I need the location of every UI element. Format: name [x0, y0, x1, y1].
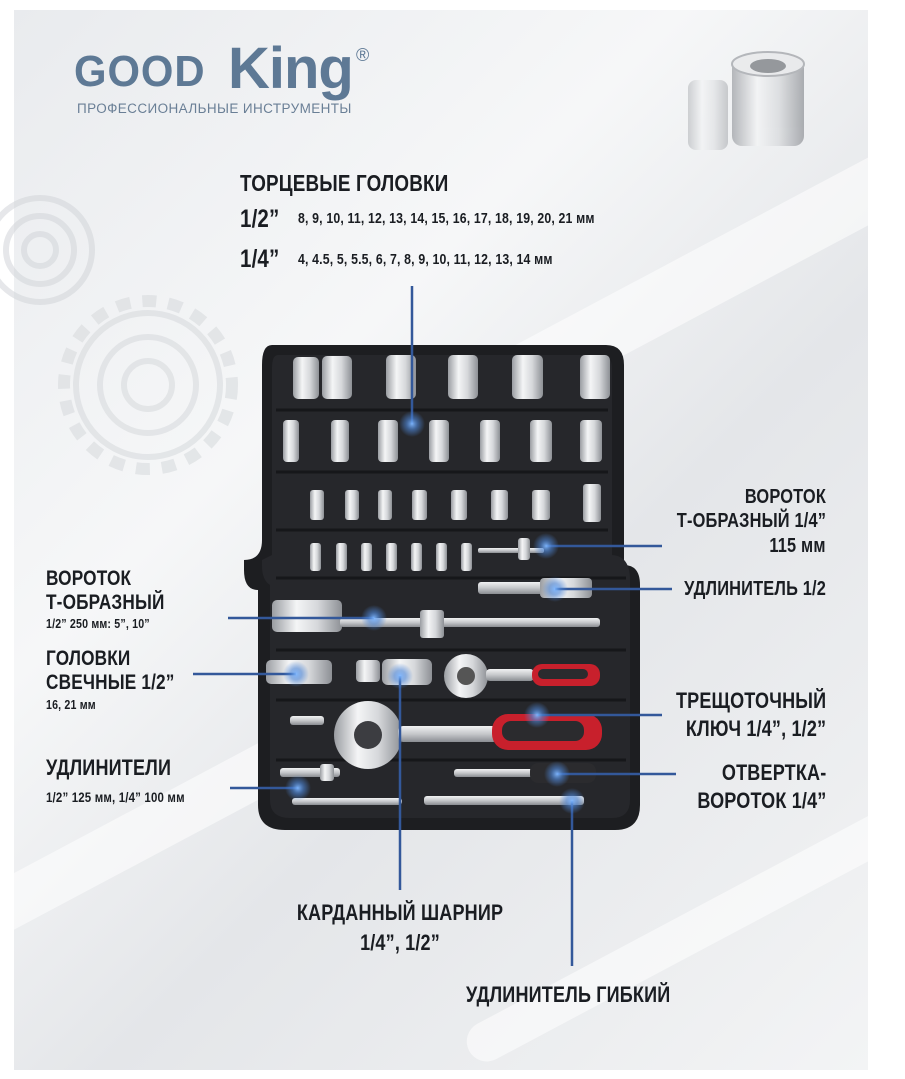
label-line: 1/2” 125 мм, 1/4” 100 мм — [46, 789, 185, 805]
label-extension-half: УДЛИНИТЕЛЬ 1/2 — [684, 578, 826, 600]
logo-king-text: King — [228, 36, 353, 101]
socket-decoration-icon — [688, 52, 804, 150]
label-line: Т-ОБРАЗНЫЙ 1/4” — [676, 510, 826, 532]
gear-icon — [64, 301, 232, 469]
gear-icon — [0, 198, 92, 302]
label-line: ТРЕЩОТОЧНЫЙ — [675, 688, 826, 713]
socket-size-half: 1/2” — [240, 205, 280, 233]
socket-size-quarter: 1/4” — [240, 245, 280, 273]
label-line: 115 мм — [769, 535, 826, 557]
label-line: ВОРОТОК — [46, 567, 132, 590]
socket-values-half: 8, 9, 10, 11, 12, 13, 14, 15, 16, 17, 18, 19, 20, 21 мм — [298, 210, 595, 227]
spark-plug-sockets-tool — [266, 660, 380, 684]
label-flex-extension: УДЛИНИТЕЛЬ ГИБКИЙ — [466, 982, 671, 1007]
label-line: ГОЛОВКИ — [46, 647, 131, 670]
label-line: ОТВЕРТКА- — [721, 760, 826, 785]
label-line: КЛЮЧ 1/4”, 1/2” — [685, 716, 826, 741]
sockets-title: ТОРЦЕВЫЕ ГОЛОВКИ — [240, 170, 449, 196]
socket-values-quarter: 4, 4.5, 5, 5.5, 6, 7, 8, 9, 10, 11, 12, 13, 14 мм — [298, 251, 553, 268]
brand-tagline: ПРОФЕССИОНАЛЬНЫЕ ИНСТРУМЕНТЫ — [77, 101, 352, 116]
label-line: 1/2” 250 мм: 5”, 10” — [46, 616, 150, 631]
label-line: 1/4”, 1/2” — [360, 930, 440, 955]
registered-mark: ® — [356, 45, 370, 65]
label-line: ВОРОТОК — [744, 486, 826, 508]
label-line: Т-ОБРАЗНЫЙ — [46, 591, 165, 614]
label-line: ВОРОТОК 1/4” — [696, 788, 826, 813]
label-line: СВЕЧНЫЕ 1/2” — [46, 671, 175, 694]
label-line: КАРДАННЫЙ ШАРНИР — [296, 900, 504, 925]
label-line: 16, 21 мм — [46, 697, 96, 712]
label-line: УДЛИНИТЕЛИ — [46, 755, 172, 780]
logo-good-text: GOOD — [74, 47, 206, 96]
